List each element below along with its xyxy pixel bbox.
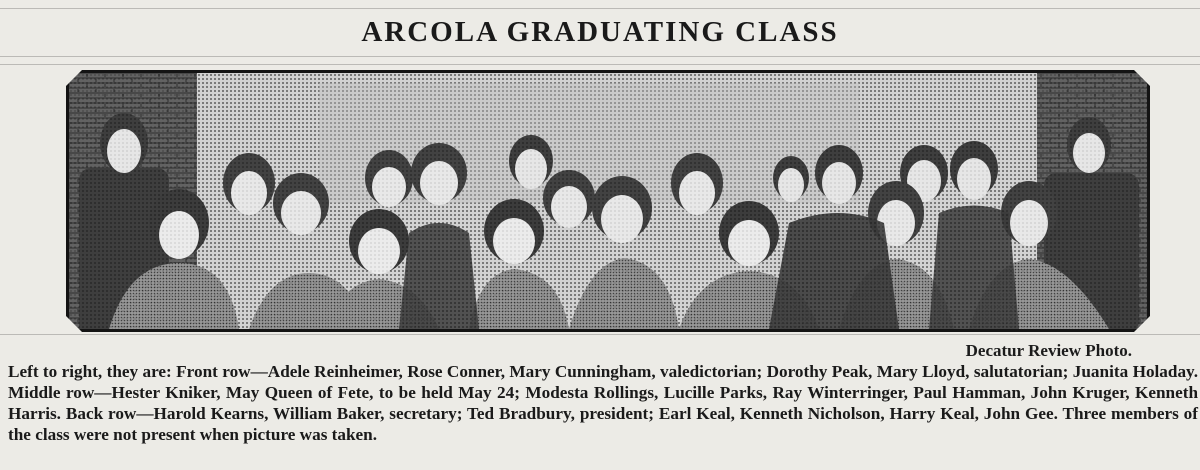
newsprint-rule xyxy=(0,56,1200,57)
newsprint-rule xyxy=(0,8,1200,9)
photo-credit: Decatur Review Photo. xyxy=(965,341,1132,360)
class-photo xyxy=(66,70,1150,332)
group-photo-icon xyxy=(69,73,1147,329)
headline: ARCOLA GRADUATING CLASS xyxy=(361,16,839,48)
newsprint-rule xyxy=(0,334,1200,335)
photo-caption: Left to right, they are: Front row—Adele Reinheimer, Rose Conner, Mary Cunningham, valedictorian; Dorothy Peak, Mary Lloyd, salutatorian; Juanita Holaday. Middle row—Hester Kniker, May Queen of Fete, to be held May 24; Modesta Rollings, Lucille Parks, Ray Winterringer, Paul Hamman, John Kruger, Kenneth Harris. Back row—Harold Kearns, William Baker, secretary; Ted Bradbury, president; Earl Keal, Kenneth Nicholson, Harry Keal, John Gee. Three members of the class were not present when picture was taken. xyxy=(8,362,1198,444)
newsprint-rule xyxy=(0,64,1200,65)
